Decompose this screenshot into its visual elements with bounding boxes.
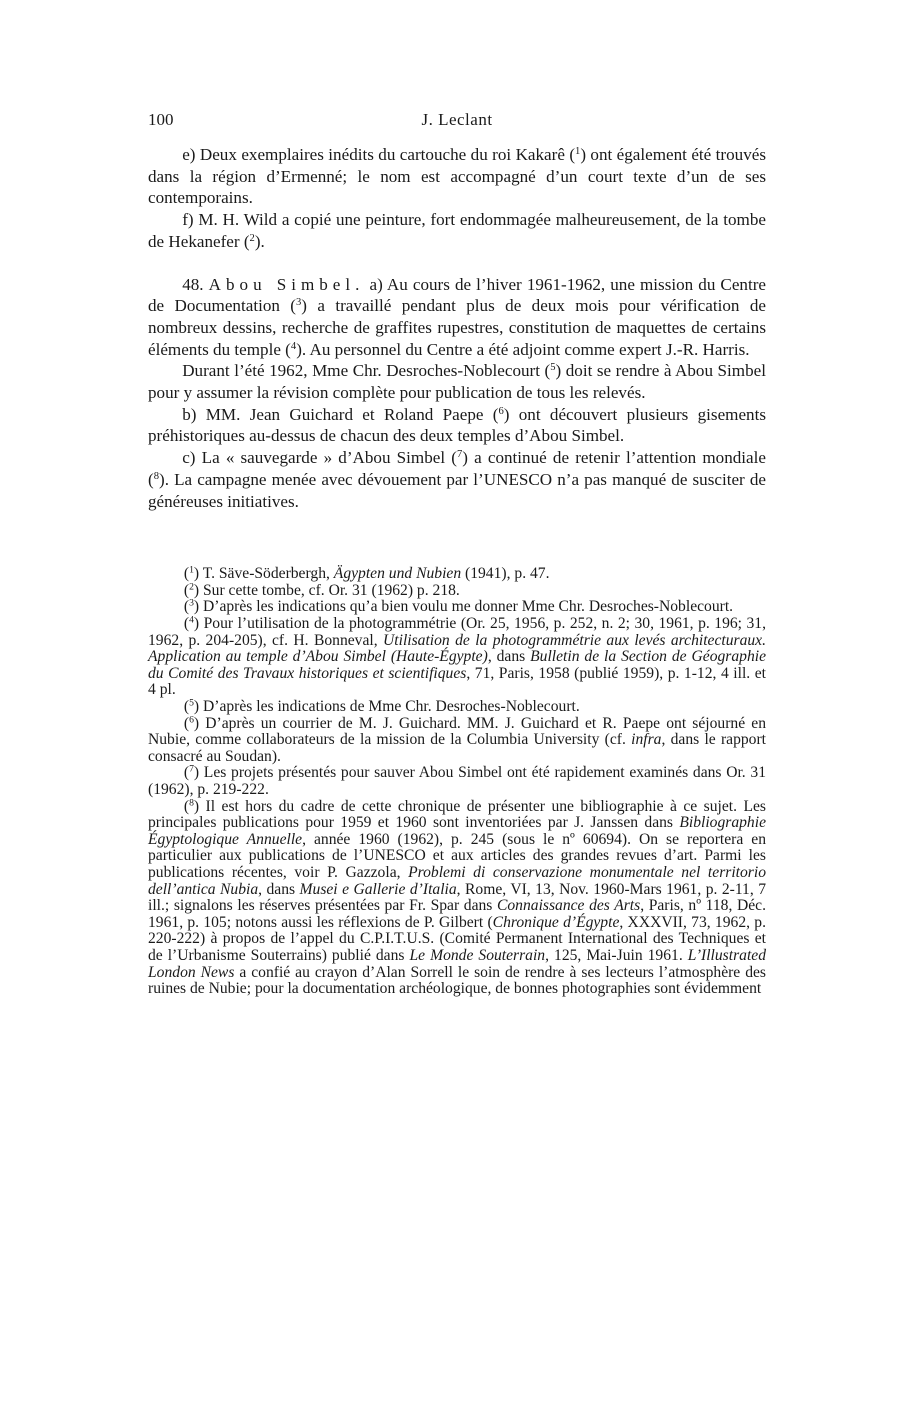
text-segment: ) D’après les indications qu’a bien voulu me donner Mme Chr. Desroches-Noblecourt. xyxy=(193,598,734,616)
text-segment: ). Au personnel du Centre a été adjoint comme expert J.-R. Harris. xyxy=(296,339,750,359)
paragraph-f xyxy=(148,209,766,252)
footnote-2 xyxy=(148,583,766,600)
footnote-8 xyxy=(148,799,766,998)
running-header: 100 J. Leclant xyxy=(148,110,766,138)
footnote-marker: 6 xyxy=(189,714,194,726)
footnote-marker: 7 xyxy=(189,764,194,776)
footnote-marker: 4 xyxy=(189,614,194,626)
text-segment: , dans xyxy=(487,648,531,666)
text-segment: , dans xyxy=(258,880,300,898)
text-segment: e) Deux exemplaires inédits du cartouche du roi Kakarê ( xyxy=(182,145,576,164)
italic-title: Utilisation de la photogrammétrie aux levés architecturaux. Application au temple d’Abou Simbel (Haute-Égypte) xyxy=(148,631,766,666)
italic-title: Musei e Gallerie d’Italia xyxy=(299,880,457,898)
footnote-6 xyxy=(148,716,766,766)
section-site-name: Abou Simbel. xyxy=(208,274,365,294)
text-segment: c) La « sauvegarde » d’Abou Simbel ( xyxy=(182,448,457,468)
footnotes xyxy=(148,566,766,997)
footnote-ref: 3 xyxy=(296,297,302,309)
main-text xyxy=(148,144,766,512)
text-segment: , dans le rapport consacré au Soudan). xyxy=(148,731,767,765)
text-segment: ( xyxy=(183,581,190,599)
text-segment: b) MM. Jean Guichard et Roland Paepe ( xyxy=(182,404,499,424)
footnote-ref: 5 xyxy=(550,362,556,374)
footnote-7 xyxy=(148,765,766,798)
italic-title: Bulletin de la Section de Géographie du Comité des Travaux historiques et scientifiques xyxy=(148,648,766,682)
italic-title: Problemi di conservazione monumentale nel territorio dell’antica Nubia xyxy=(148,863,766,898)
text-segment: ( xyxy=(183,764,190,782)
text-segment: ) Sur cette tombe, cf. Or. 31 (1962) p. 218. xyxy=(193,581,460,599)
text-segment: , 125, Mai-Juin 1961. xyxy=(545,946,688,964)
text-segment: ) Les projets présentés pour sauver Abou Simbel ont été rapidement examinés dans Or. 31 (1962), p. 219-222. xyxy=(148,764,766,798)
text-segment: ) ont découvert plusieurs gisements préhistoriques au-dessus de chacun des deux temples d’Abou Simbel. xyxy=(148,404,766,446)
footnote-marker: 1 xyxy=(189,564,194,576)
text-segment: , Paris, nº 118, Déc. 1961, p. 105; notons aussi les réflexions de P. Gilbert ( xyxy=(148,897,766,931)
text-segment: ) a travaillé pendant plus de deux mois pour vérification de nombreux dessins, recherche de graffites rupestres, constitution de maquettes de certains éléments du temple ( xyxy=(148,296,766,359)
paragraph-b xyxy=(148,404,766,447)
italic-title: Connaissance des Arts xyxy=(496,897,641,915)
italic-title: Chronique d’Égypte xyxy=(492,913,620,931)
text-segment: ) T. Säve-Söderbergh, xyxy=(193,565,334,583)
footnote-marker: 3 xyxy=(189,598,194,610)
paragraph-e xyxy=(148,144,766,209)
text-segment: ( xyxy=(183,797,190,815)
footnote-ref: 4 xyxy=(290,340,297,352)
italic-title: Le Monde Souterrain xyxy=(409,946,546,964)
text-segment: ) a continué de retenir l’attention mondiale ( xyxy=(148,448,766,489)
text-segment: ) D’après un courrier de M. J. Guichard. MM. J. Guichard et R. Paepe ont séjourné en Nubie, comme collaborateurs de la mission de la Columbia University (cf. xyxy=(148,714,766,749)
text-segment: ). xyxy=(254,231,265,251)
text-segment: ) Il est hors du cadre de cette chronique de présenter une bibliographie à ce sujet. Les principales publications pour 1959 et 1960 sont inventoriées par J. Janssen dans xyxy=(148,797,766,832)
text-segment: Durant l’été 1962, Mme Chr. Desroches-Noblecourt ( xyxy=(182,361,551,381)
text-segment: ( xyxy=(183,598,190,616)
text-segment: ( xyxy=(183,565,190,583)
paragraph-durant xyxy=(148,360,766,403)
footnote-ref: 1 xyxy=(575,146,581,158)
italic-title: Ägypten und Nubien xyxy=(333,565,462,583)
footnote-ref: 8 xyxy=(153,471,159,483)
text-segment: ) ont également été trouvés dans la région d’Ermenné; le nom est accompagné d’un court texte d’un de ses contemporains. xyxy=(148,145,766,208)
text-segment: , 71, Paris, 1958 (publié 1959), p. 1-12, 4 ill. et 4 pl. xyxy=(148,664,766,699)
italic-term: infra xyxy=(631,731,662,749)
footnote-marker: 5 xyxy=(189,697,194,709)
italic-title: Bibliographie Égyptologique Annuelle xyxy=(148,814,766,848)
text-segment: ) Pour l’utilisation de la photogrammétrie (Or. 25, 1956, p. 252, n. 2; 30, 1961, p. 196; 31, 1962, p. 204-205), cf. H. Bonneval, xyxy=(148,615,766,649)
footnote-4 xyxy=(148,616,766,699)
text-segment: ). La campagne menée avec dévouement par l’UNESCO n’a pas manqué de susciter de généreuses initiatives. xyxy=(148,469,766,511)
text-segment: , XXXVII, 73, 1962, p. 220-222) à propos de l’appel du C.P.I.T.U.S. (Comité Permanent International des Techniques et de l’Urbanisme Souterrains) publié dans xyxy=(148,913,766,964)
text-segment: f) M. H. Wild a copié une peinture, fort endommagée malheureusement, de la tombe de Hekanefer ( xyxy=(148,210,766,251)
footnote-marker: 8 xyxy=(189,797,194,809)
text-segment: a) Au cours de l’hiver 1961-1962, une mission du Centre de Documentation ( xyxy=(148,274,766,316)
paragraph-c xyxy=(148,447,766,512)
text-segment: ) D’après les indications de Mme Chr. Desroches-Noblecourt. xyxy=(193,698,580,715)
text-segment: ( xyxy=(183,714,190,732)
footnote-ref: 7 xyxy=(456,449,463,461)
footnote-5 xyxy=(148,699,766,716)
footnote-3 xyxy=(148,599,766,616)
footnote-1 xyxy=(148,566,766,583)
paragraph-48 xyxy=(148,274,766,361)
page xyxy=(148,110,766,998)
text-segment: ( xyxy=(183,615,190,633)
section-number: 48. xyxy=(182,274,204,294)
text-segment: a confié au crayon d’Alan Sorrell le soin de rendre à ses lecteurs l’atmosphère des ruines de Nubie; pour la documentation archéologique, de bonnes photographies sont évidemment xyxy=(148,963,766,998)
text-segment: ( xyxy=(183,698,190,715)
text-segment: ) doit se rendre à Abou Simbel pour y assumer la révision complète pour publication de tous les relevés. xyxy=(148,361,766,403)
footnote-ref: 2 xyxy=(249,232,255,244)
text-segment: , année 1960 (1962), p. 245 (sous le nº 60694). On se reportera en particulier aux publications de l’UNESCO et aux articles des grandes revues d’art. Parmi les publications récentes, voir P. Gazzola, xyxy=(148,830,766,881)
text-segment: (1941), p. 47. xyxy=(461,565,550,583)
footnote-marker: 2 xyxy=(189,581,194,593)
text-segment: , Rome, VI, 13, Nov. 1960-Mars 1961, p. 2-11, 7 ill.; signalons les réserves présentées par Fr. Spar dans xyxy=(148,880,767,915)
running-title: J. Leclant xyxy=(421,110,493,129)
italic-title: L’Illustrated London News xyxy=(148,946,766,981)
footnote-ref: 6 xyxy=(498,405,504,417)
